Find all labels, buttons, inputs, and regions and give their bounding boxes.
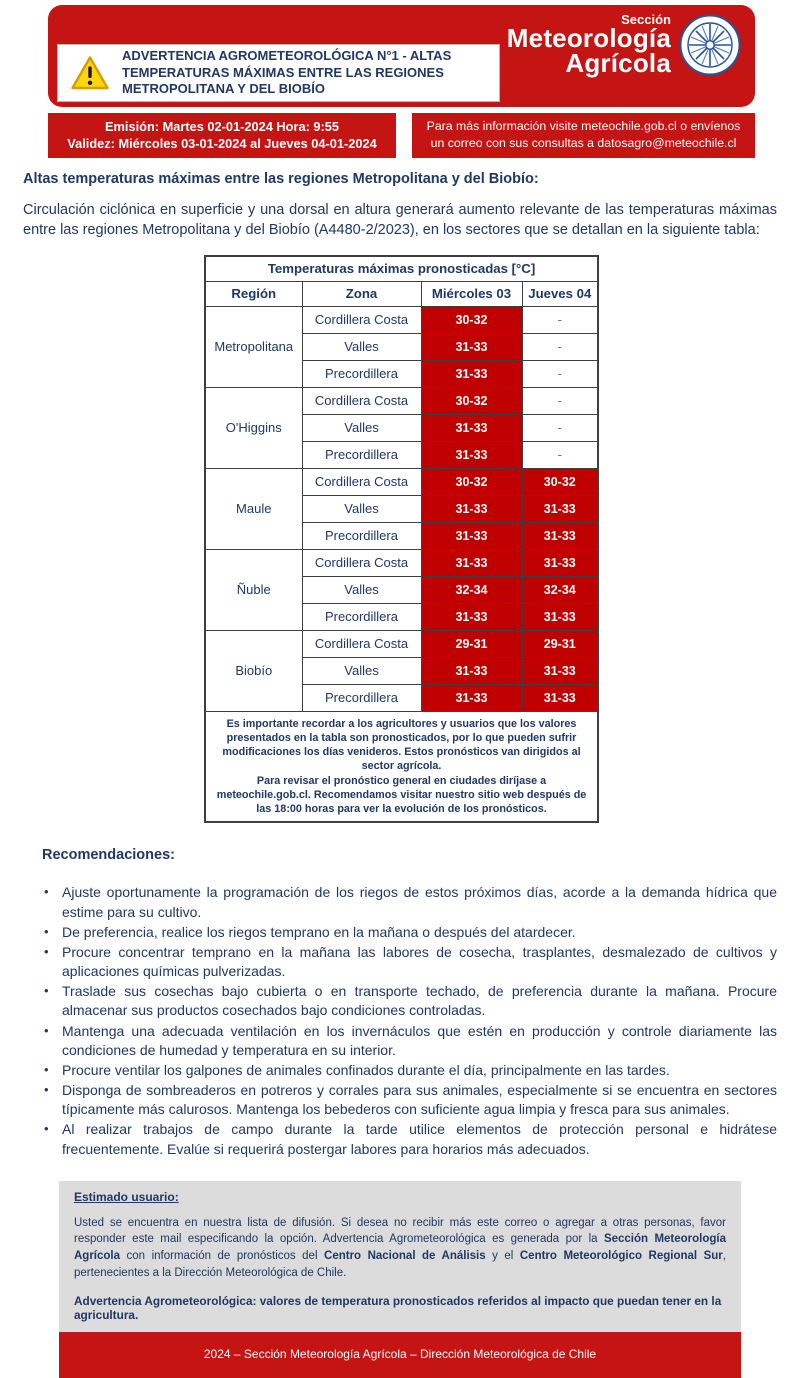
temp-value-thursday: - [522, 333, 598, 360]
temp-value-thursday: 30-32 [522, 468, 598, 495]
zone-name-cell: Valles [302, 495, 421, 522]
section-heading: Altas temperaturas máximas entre las regiones Metropolitana y del Biobío: [23, 170, 539, 187]
validity-line: Validez: Miércoles 03-01-2024 al Jueves 04-01-2024 [67, 136, 377, 152]
table-note-p2: Para revisar el pronóstico general en ciudades diríjase a meteochile.gob.cl. Recomendamos visitar nuestro sitio web después de las 18:00 horas para ver la evolución de los pronósticos. [216, 774, 587, 816]
temp-value-thursday: - [522, 360, 598, 387]
footer-box-title: Estimado usuario: [74, 1189, 179, 1204]
temp-value-wednesday: 31-33 [421, 333, 522, 360]
advisory-title: ADVERTENCIA AGROMETEOROLÓGICA N°1 - ALTAS TEMPERATURAS MÁXIMAS ENTRE LAS REGIONES METROPOLITANA Y DEL BIOBÍO [122, 47, 452, 97]
recommendation-item: • Procure concentrar temprano en la mañana las labores de cosecha, trasplantes, desmalezado de cultivos y aplicaciones químicas pulverizadas. [42, 943, 777, 981]
recommendation-item: • Ajuste oportunamente la programación de los riegos de estos próximos días, acorde a la demanda hídrica que estime para su cultivo. [42, 883, 777, 921]
temp-value-thursday: 31-33 [522, 522, 598, 549]
temp-value-thursday: - [522, 441, 598, 468]
zone-name-cell: Precordillera [302, 522, 421, 549]
logo-meteorologia-label: Meteorología [506, 23, 671, 54]
zone-name-cell: Valles [302, 657, 421, 684]
temp-value-wednesday: 31-33 [421, 522, 522, 549]
logo-agricola-label: Agrícola [565, 48, 671, 79]
zone-name-cell: Valles [302, 414, 421, 441]
temp-value-wednesday: 31-33 [421, 657, 522, 684]
recommendations-list [42, 883, 777, 1158]
temp-value-wednesday: 31-33 [421, 495, 522, 522]
zone-name-cell: Valles [302, 333, 421, 360]
temp-value-thursday: 31-33 [522, 549, 598, 576]
temp-value-thursday: 29-31 [522, 630, 598, 657]
recommendation-item: • Disponga de sombreaderos en potreros y corrales para sus animales, especialmente si se encuentra en sectores típicamente más calurosos. Mantenga los bebederos con suficiente agua limpia y fresca para sus animales. [42, 1081, 777, 1119]
table-title-row [205, 256, 598, 281]
emission-validity-box [48, 113, 396, 158]
info-line-1: Para más información visite meteochile.gob.cl o envíenos [426, 119, 741, 133]
table-title: Temperaturas máximas pronosticadas [°C] [205, 256, 598, 281]
table-row [205, 387, 598, 414]
temp-value-thursday: 31-33 [522, 657, 598, 684]
zone-name-cell: Cordillera Costa [302, 549, 421, 576]
advisory-document [0, 5, 800, 1362]
region-name-cell: Maule [205, 468, 302, 549]
temp-value-thursday: 31-33 [522, 603, 598, 630]
forecast-table [204, 255, 599, 823]
region-name-cell: Metropolitana [205, 306, 302, 387]
column-header-region: Región [205, 281, 302, 306]
mailing-list-notice-box [59, 1181, 741, 1333]
recommendation-item: • Al realizar trabajos de campo durante la tarde utilice elementos de protección personal e hidrátese frecuentemente. Evalúe si requerirá postergar labores para horarios más adecuados. [42, 1120, 777, 1158]
logo-block [506, 12, 741, 79]
recommendation-item: • Traslade sus cosechas bajo cubierta o en transporte techado, de preferencia durante la mañana. Procure almacenar sus productos cosechados bajo condiciones controladas. [42, 982, 777, 1020]
temp-value-wednesday: 30-32 [421, 468, 522, 495]
footer-red-bar [59, 1332, 741, 1378]
zone-name-cell: Cordillera Costa [302, 306, 421, 333]
table-note-p1: Es importante recordar a los agricultores y usuarios que los valores presentados en la tabla son pronosticados, por lo que pueden sufrir modificaciones los días venideros. Estos pronósticos van dirigidos al sector agrícola. [222, 717, 581, 773]
column-header-jueves: Jueves 04 [522, 281, 598, 306]
zone-name-cell: Cordillera Costa [302, 630, 421, 657]
temp-value-wednesday: 31-33 [421, 414, 522, 441]
header-banner [48, 5, 755, 107]
recommendation-item: • Procure ventilar los galpones de animales confinados durante el día, principalmente en las tardes. [42, 1061, 777, 1080]
temp-value-wednesday: 32-34 [421, 576, 522, 603]
footer-credit-text: 2024 – Sección Meteorología Agrícola – Dirección Meteorológica de Chile [203, 1347, 597, 1362]
table-note [205, 711, 598, 822]
temp-value-thursday: 32-34 [522, 576, 598, 603]
column-header-zona: Zona [302, 281, 421, 306]
footer-text-segment: con información de pronósticos del [120, 1250, 325, 1263]
table-row [205, 549, 598, 576]
emission-line: Emisión: Martes 02-01-2024 Hora: 9:55 [105, 119, 339, 134]
region-name-cell: Biobío [205, 630, 302, 711]
recommendations-heading: Recomendaciones: [42, 847, 175, 864]
temp-value-wednesday: 29-31 [421, 630, 522, 657]
region-name-cell: Ñuble [205, 549, 302, 630]
recommendation-item: • De preferencia, realice los riegos temprano en la mañana o después del atardecer. [42, 923, 777, 942]
logo-text [506, 12, 671, 79]
footer-bold-segment: Centro Nacional de Análisis [324, 1250, 486, 1263]
zone-name-cell: Valles [302, 576, 421, 603]
sub-banners [48, 113, 755, 158]
table-note-row [205, 711, 598, 822]
temp-value-wednesday: 31-33 [421, 360, 522, 387]
temp-value-wednesday: 30-32 [421, 306, 522, 333]
zone-name-cell: Precordillera [302, 360, 421, 387]
footer-box-body [74, 1215, 726, 1282]
temp-value-wednesday: 31-33 [421, 441, 522, 468]
temp-value-wednesday: 31-33 [421, 549, 522, 576]
footer-bold-segment: Centro Meteorológico Regional Sur [519, 1250, 723, 1263]
table-row [205, 468, 598, 495]
temp-value-thursday: 31-33 [522, 684, 598, 711]
footer-text-segment: , pertenecientes a la Dirección Meteorológica de Chile. [74, 1250, 726, 1279]
contact-info-box [412, 113, 755, 158]
footer-bold-segment: Sección Meteorología Agrícola [74, 1233, 727, 1263]
temp-value-thursday: - [522, 306, 598, 333]
column-header-miercoles: Miércoles 03 [421, 281, 522, 306]
footer-text-segment: y el [485, 1250, 520, 1263]
zone-name-cell: Cordillera Costa [302, 387, 421, 414]
zone-name-cell: Cordillera Costa [302, 468, 421, 495]
temp-value-thursday: - [522, 387, 598, 414]
zone-name-cell: Precordillera [302, 603, 421, 630]
region-name-cell: O'Higgins [205, 387, 302, 468]
logo-seccion-label: Sección [621, 12, 671, 28]
zone-name-cell: Precordillera [302, 684, 421, 711]
temp-value-thursday: 31-33 [522, 495, 598, 522]
forecast-table-body [205, 306, 598, 711]
table-row [205, 630, 598, 657]
footer-box-warning: Advertencia Agrometeorológica: valores de temperatura pronosticados referidos al impacto que puedan tener en la agricultura. [74, 1294, 722, 1323]
warning-triangle-icon [70, 55, 110, 91]
dmc-emblem-icon [679, 14, 741, 76]
temp-value-wednesday: 31-33 [421, 684, 522, 711]
temp-value-thursday: - [522, 414, 598, 441]
temp-value-wednesday: 31-33 [421, 603, 522, 630]
footer-text-segment: Usted se encuentra en nuestra lista de difusión. Si desea no recibir más este correo o agregar a otras personas, favor responder este mail especificando la opción. Advertencia Agrometeorológica es generada por la [74, 1216, 726, 1246]
recommendation-item: • Mantenga una adecuada ventilación en los invernáculos que estén en producción y controle diariamente las condiciones de humedad y temperatura en su interior. [42, 1022, 777, 1060]
intro-paragraph: Circulación ciclónica en superficie y una dorsal en altura generará aumento relevante de las temperaturas máximas entre las regiones Metropolitana y del Biobío (A4480-2/2023), en los sectores que se detallan en la siguiente tabla: [23, 201, 777, 238]
zone-name-cell: Precordillera [302, 441, 421, 468]
temp-value-wednesday: 30-32 [421, 387, 522, 414]
advisory-title-panel [57, 44, 500, 102]
table-header-row [205, 281, 598, 306]
info-line-2: un correo con sus consultas a datosagro@meteochile.cl [430, 135, 737, 150]
table-row [205, 306, 598, 333]
